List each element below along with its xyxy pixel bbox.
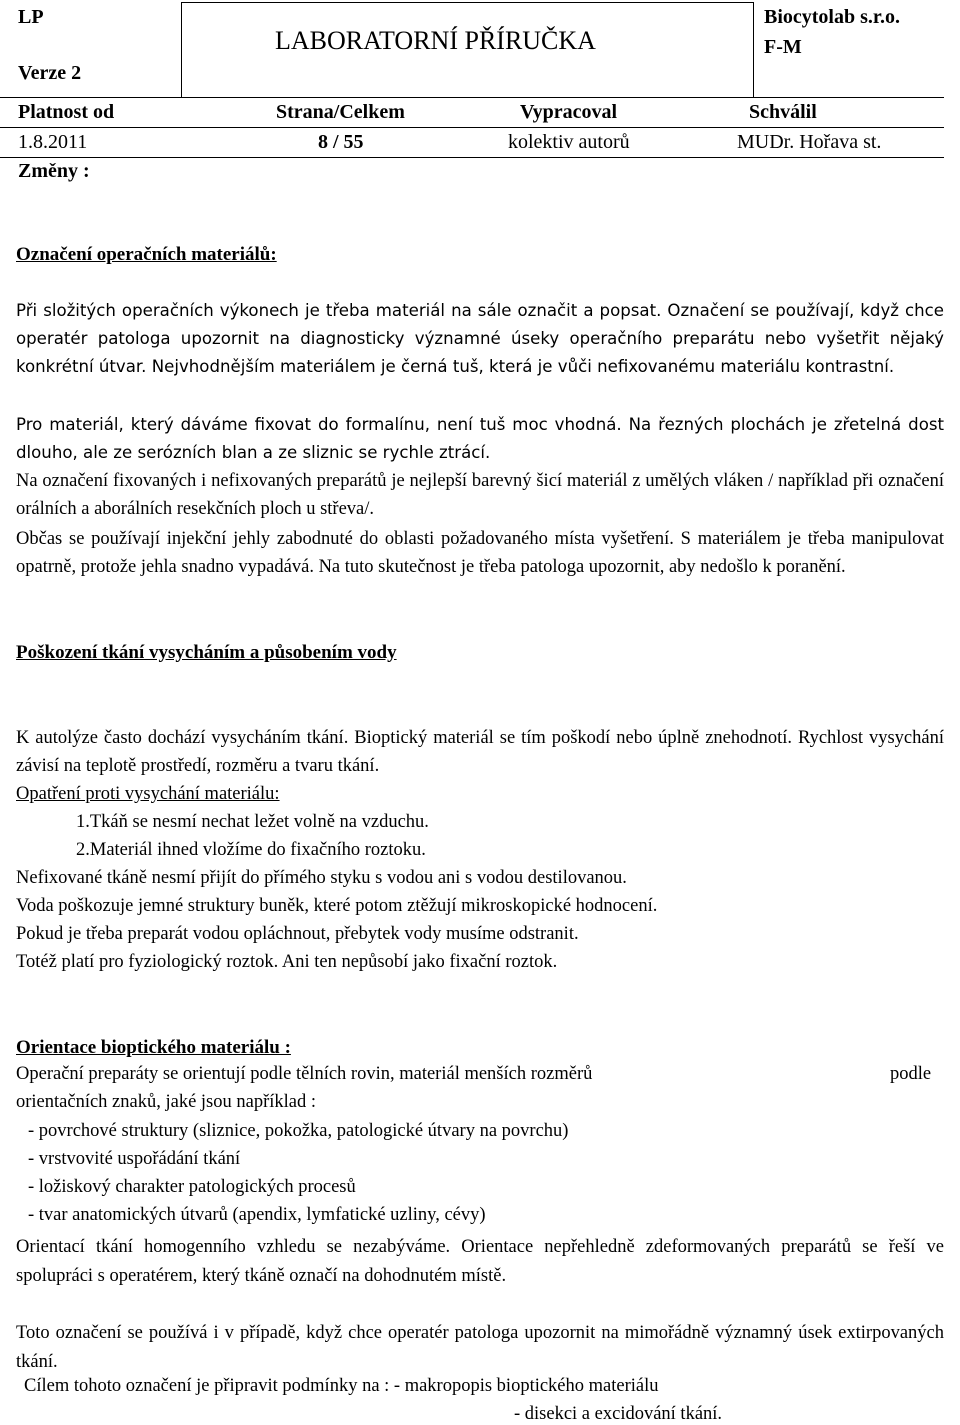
company-name: Biocytolab s.r.o.: [764, 6, 900, 28]
changes-label: Změny :: [18, 160, 90, 182]
header-border: [0, 127, 944, 128]
paragraph-text: Při složitých operačních výkonech je třeba materiál na sále označit a popsat. Označení se používají, když chce operatér patologa upozornit na diagnosticky významné úseky operačního preparátu nebo vyšetřit nějaký konkrétní útvar. Nejvhodnějším materiálem je černá tuš, která je vůči nefixovanému materiálu kontrastní.: [16, 301, 944, 377]
col-label-valid-from: Platnost od: [18, 101, 115, 123]
measures-heading: Opatření proti vysychání materiálu:: [16, 784, 280, 804]
paragraph-text: Orientací tkání homogenního vzhledu se nezabýváme. Orientace nepřehledně zdeformovaných preparátů se řeší ve spolupráci s operatérem, který tkáně označí na dohodnutém místě.: [16, 1237, 944, 1286]
header-border: [753, 2, 754, 98]
header-border-top: [181, 2, 753, 3]
col-label-author: Vypracoval: [520, 101, 618, 123]
author-value: kolektiv autorů: [508, 131, 630, 153]
approved-value: MUDr. Hořava st.: [737, 131, 882, 153]
text-line: orientačních znaků, jaké jsou například :: [16, 1092, 317, 1112]
text-line: Pokud je třeba preparát vodou opláchnout, přebytek vody musíme odstranit.: [16, 924, 579, 944]
text-line: Operační preparáty se orientují podle tělních rovin, materiál menších rozměrů: [16, 1064, 593, 1084]
header-border: [0, 97, 944, 98]
list-item: 1.Tkáň se nesmí nechat ležet volně na vzduchu.: [76, 812, 429, 832]
paragraph: [16, 297, 944, 382]
text-line: Nefixované tkáně nesmí přijít do přímého styku s vodou ani s vodou destilovanou.: [16, 868, 627, 888]
text-line: - disekci a excidování tkání.: [514, 1404, 723, 1424]
text-line: Cílem tohoto označení je připravit podmínky na : - makropopis bioptického materiálu: [24, 1376, 659, 1396]
page-value: 8 / 55: [318, 131, 364, 153]
bullet-item: - tvar anatomických útvarů (apendix, lymfatické uzliny, cévy): [28, 1205, 486, 1225]
paragraph: [16, 1319, 944, 1376]
col-label-page: Strana/Celkem: [276, 101, 405, 123]
header-border: [0, 157, 944, 158]
paragraph-text: K autolýze často dochází vysycháním tkání. Bioptický materiál se tím poškodí nebo úplně znehodnotí. Rychlost vysychání závisí na teplotě prostředí, rozměru a tvaru tkání.: [16, 728, 944, 777]
text-line: podle: [890, 1064, 932, 1084]
col-label-approved: Schválil: [749, 101, 817, 123]
form-code: F-M: [764, 36, 802, 58]
document-title: LABORATORNÍ PŘÍRUČKA: [275, 26, 596, 55]
paragraph-text: Na označení fixovaných i nefixovaných preparátů je nejlepší barevný šicí materiál z umělých vláken / například při označení orálních a aborálních resekčních ploch u střeva/.: [16, 471, 944, 520]
section-heading-orientation: Orientace bioptického materiálu :: [16, 1037, 291, 1058]
paragraph: [16, 525, 944, 582]
paragraph-text: Toto označení se používá i v případě, když chce operatér patologa upozornit na mimořádně významný úsek extirpovaných tkání.: [16, 1323, 944, 1372]
list-item: 2.Materiál ihned vložíme do fixačního roztoku.: [76, 840, 426, 860]
paragraph-text: Pro materiál, který dáváme fixovat do formalínu, není tuš moc vhodná. Na řezných plochách je zřetelná dost dlouho, ale ze serózních blan a ze sliznic se rychle ztrácí.: [16, 415, 944, 463]
version-label: Verze 2: [18, 62, 82, 84]
bullet-item: - povrchové struktury (sliznice, pokožka, patologické útvary na povrchu): [28, 1121, 569, 1141]
section-heading-marking: Označení operačních materiálů:: [16, 244, 277, 265]
section-heading-drying: Poškození tkání vysycháním a působením vody: [16, 642, 397, 663]
paragraph: [16, 1233, 944, 1290]
header-border: [181, 2, 182, 98]
paragraph: [16, 724, 944, 781]
text-line: Totéž platí pro fyziologický roztok. Ani ten nepůsobí jako fixační roztok.: [16, 952, 558, 972]
valid-from-value: 1.8.2011: [18, 131, 88, 153]
bullet-item: - vrstvovité uspořádání tkání: [28, 1149, 241, 1169]
bullet-item: - ložiskový charakter patologických procesů: [28, 1177, 356, 1197]
paragraph-text: Občas se používají injekční jehly zabodnuté do oblasti požadovaného místa vyšetření. S materiálem je třeba manipulovat opatrně, protože jehla snadno vypadává. Na tuto skutečnost je třeba patologa upozornit, aby nedošlo k poranění.: [16, 529, 944, 578]
paragraph: [16, 467, 944, 524]
text-line: Voda poškozuje jemné struktury buněk, které potom ztěžují mikroskopické hodnocení.: [16, 896, 658, 916]
lp-label: LP: [18, 6, 44, 28]
paragraph: [16, 411, 944, 467]
